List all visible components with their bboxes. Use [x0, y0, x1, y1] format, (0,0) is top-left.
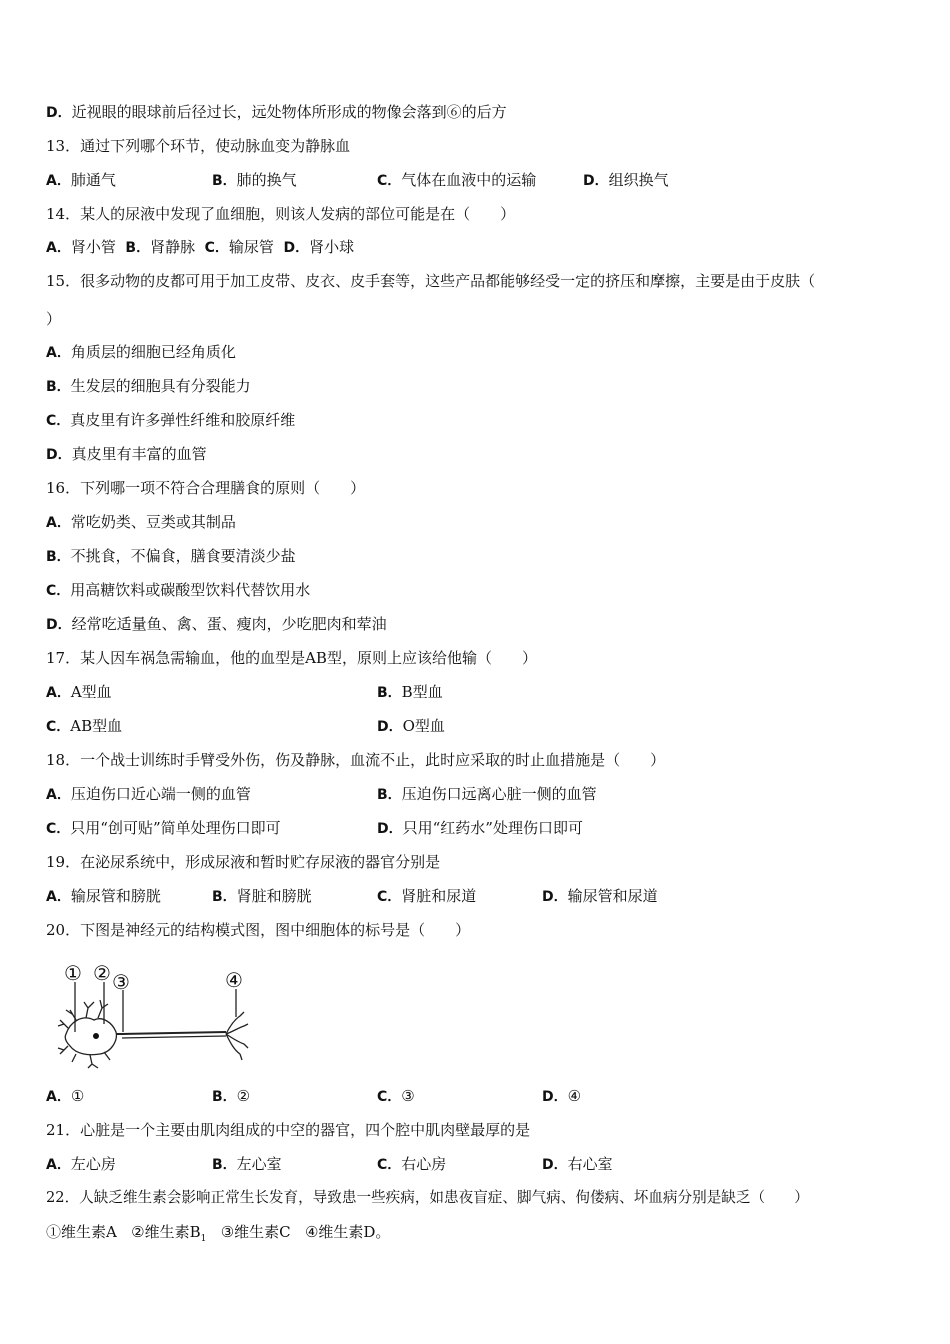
q14-options: A．肾小管 B．肾静脉 C．输尿管 D．肾小球 [46, 238, 355, 256]
nucleus [93, 1033, 99, 1039]
q13-option-d: D．组织换气 [583, 171, 669, 189]
q13-option-c: C．气体在血液中的运输 [377, 171, 537, 189]
q20-option-a: A．① [46, 1087, 85, 1105]
q21-option-d: D．右心室 [542, 1155, 613, 1173]
figure-label-4: ④ [225, 968, 243, 992]
q12-option-d: D．近视眼的眼球前后径过长，远处物体所形成的物像会落到⑥的后方 [46, 103, 507, 121]
q18-option-c: C．只用“创可贴”简单处理伤口即可 [46, 819, 281, 837]
q22-item-2: ②维生素$B_1$ [131, 1223, 207, 1244]
q21-option-c: C．右心房 [377, 1155, 447, 1173]
q18-option-a: A．压迫伤口近心端一侧的血管 [46, 785, 251, 803]
figure-label-1: ① [64, 962, 82, 985]
q17-option-d: D．O型血 [377, 717, 445, 735]
q20-stem: 20．下图是神经元的结构模式图，图中细胞体的标号是（ ） [46, 921, 471, 939]
q14-stem: 14．某人的尿液中发现了血细胞，则该人发病的部位可能是在（ ） [46, 205, 516, 223]
q17-option-c: C．AB型血 [46, 717, 123, 735]
q15-option-d: D．真皮里有丰富的血管 [46, 445, 207, 463]
q20-option-b: B．② [212, 1087, 251, 1105]
q22-stem: 22．人缺乏维生素会影响正常生长发育，导致患一些疾病，如患夜盲症、脚气病、佝偻病、坏血病分别是缺乏（ ） [46, 1189, 809, 1206]
axon-sheath [122, 1036, 226, 1038]
figure-label-3: ③ [112, 970, 130, 994]
q22-item-1: ①维生素A [46, 1223, 117, 1241]
figure-label-2: ② [93, 962, 111, 985]
q16-stem: 16．下列哪一项不符合合理膳食的原则（ ） [46, 479, 366, 497]
q17-option-b: B．B型血 [377, 683, 443, 701]
q22-item-4: ④维生素D。 [304, 1223, 391, 1241]
q19-option-b: B．肾脏和膀胱 [212, 887, 312, 905]
q15-stem-cont: ） [46, 310, 62, 328]
q13-stem: 13．通过下列哪个环节，使动脉血变为静脉血 [46, 137, 351, 155]
q15-option-c: C．真皮里有许多弹性纤维和胶原纤维 [46, 411, 296, 429]
q20-option-c: C．③ [377, 1087, 415, 1105]
q18-option-d: D．只用“红药水”处理伤口即可 [377, 819, 583, 837]
axon [116, 1032, 226, 1034]
axon-terminals [226, 1012, 248, 1060]
q17-stem: 17．某人因车祸急需输血，他的血型是AB型，原则上应该给他输（ ） [46, 649, 537, 667]
q21-stem: 21．心脏是一个主要由肌肉组成的中空的器官，四个腔中肌肉壁最厚的是 [46, 1121, 531, 1139]
q16-option-a: A．常吃奶类、豆类或其制品 [46, 513, 236, 531]
q20-option-d: D．④ [542, 1087, 582, 1105]
q19-option-a: A．输尿管和膀胱 [46, 887, 161, 905]
q19-option-c: C．肾脏和尿道 [377, 887, 477, 905]
neuron-diagram [56, 962, 256, 1072]
q17-option-a: A．A型血 [46, 683, 112, 701]
q16-option-b: B．不挑食，不偏食，膳食要清淡少盐 [46, 547, 296, 565]
q19-option-d: D．输尿管和尿道 [542, 887, 658, 905]
q16-option-c: C．用高糖饮料或碳酸型饮料代替饮用水 [46, 581, 311, 599]
q21-option-a: A．左心房 [46, 1155, 116, 1173]
q22-items [46, 1222, 390, 1249]
q21-option-b: B．左心室 [212, 1155, 282, 1173]
q18-stem: 18．一个战士训练时手臂受外伤，伤及静脉，血流不止，此时应采取的时止血措施是（ ） [46, 751, 666, 769]
q13-option-a: A．肺通气 [46, 171, 116, 189]
q19-stem: 19．在泌尿系统中，形成尿液和暂时贮存尿液的器官分别是 [46, 853, 441, 871]
q15-stem: 15．很多动物的皮都可用于加工皮带、皮衣、皮手套等，这些产品都能够经受一定的挤压和摩擦，主要是由于皮肤（ [46, 272, 816, 290]
q15-option-a: A．角质层的细胞已经角质化 [46, 343, 236, 361]
cell-body [65, 1018, 116, 1055]
q22-item-3: ③维生素C [220, 1223, 291, 1241]
q18-option-b: B．压迫伤口远离心脏一侧的血管 [377, 785, 597, 803]
q15-option-b: B．生发层的细胞具有分裂能力 [46, 377, 251, 395]
q16-option-d: D．经常吃适量鱼、禽、蛋、瘦肉，少吃肥肉和荤油 [46, 615, 387, 633]
q13-option-b: B．肺的换气 [212, 171, 297, 189]
